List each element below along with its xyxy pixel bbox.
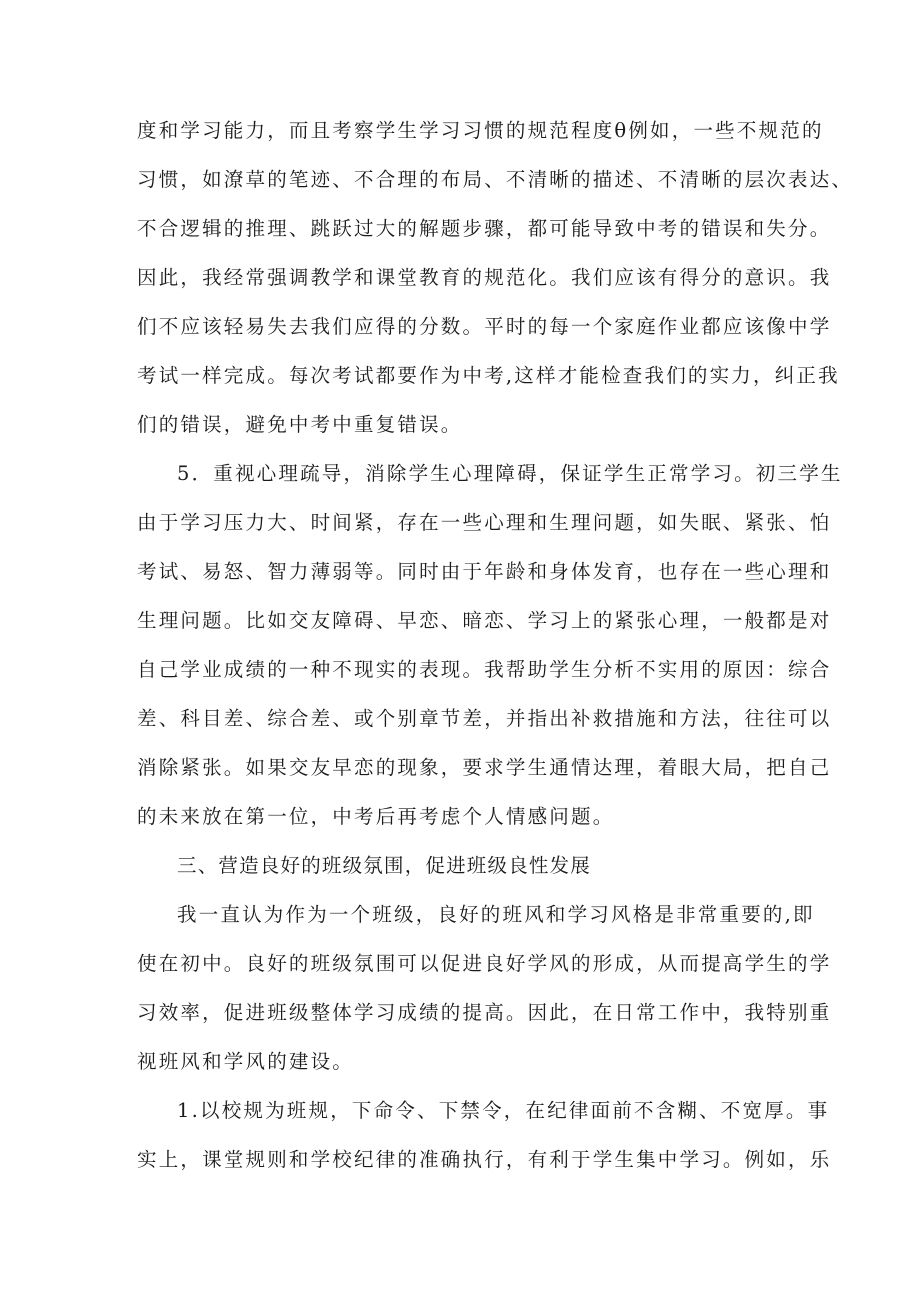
text-line: 不合逻辑的推理、跳跃过大的解题步骤，都可能导致中考的错误和失分。 <box>137 217 832 240</box>
text-line: 由于学习压力大、时间紧，存在一些心理和生理问题，如失眠、紧张、怕 <box>137 511 832 534</box>
text-line: 因此，我经常强调教学和课堂教育的规范化。我们应该有得分的意识。我 <box>137 266 832 289</box>
text-line: 我一直认为作为一个班级，良好的班风和学习风格是非常重要的,即 <box>177 903 815 926</box>
text-line: 们的错误，避免中考中重复错误。 <box>137 413 463 436</box>
text-line: 习惯，如潦草的笔迹、不合理的布局、不清晰的描述、不清晰的层次表达、 <box>137 168 854 191</box>
text-line: 考试一样完成。每次考试都要作为中考,这样才能检查我们的实力，纠正我 <box>137 364 840 387</box>
text-line: 们不应该轻易失去我们应得的分数。平时的每一个家庭作业都应该像中学 <box>137 315 832 338</box>
text-line: 度和学习能力，而且考察学生学习习惯的规范程度θ例如，一些不规范的 <box>137 119 824 142</box>
text-line: 5．重视心理疏导，消除学生心理障碍，保证学生正常学习。初三学生 <box>177 462 843 485</box>
text-line: 视班风和学风的建设。 <box>137 1050 355 1073</box>
text-line: 消除紧张。如果交友早恋的现象，要求学生通情达理，着眼大局，把自己 <box>137 756 832 779</box>
text-line: 实上，课堂规则和学校纪律的准确执行，有利于学生集中学习。例如，乐 <box>137 1148 832 1171</box>
text-line: 自己学业成绩的一种不现实的表现。我帮助学生分析不实用的原因：综合 <box>137 658 832 681</box>
text-line: 差、科目差、综合差、或个别章节差，并指出补救措施和方法，往往可以 <box>137 707 832 730</box>
text-line: 考试、易怒、智力薄弱等。同时由于年龄和身体发育，也存在一些心理和 <box>137 560 832 583</box>
text-line: 1.以校规为班规，下命令、下禁令，在纪律面前不含糊、不宽厚。事 <box>177 1099 830 1122</box>
text-line: 生理问题。比如交友障碍、早恋、暗恋、学习上的紧张心理，一般都是对 <box>137 609 832 632</box>
text-line: 习效率，促进班级整体学习成绩的提高。因此，在日常工作中，我特别重 <box>137 1001 832 1024</box>
section-heading: 三、营造良好的班级氛围，促进班级良性发展 <box>177 854 592 877</box>
text-line: 的未来放在第一位，中考后再考虑个人情感问题。 <box>137 805 615 828</box>
text-line: 使在初中。良好的班级氛围可以促进良好学风的形成，从而提高学生的学 <box>137 952 832 975</box>
